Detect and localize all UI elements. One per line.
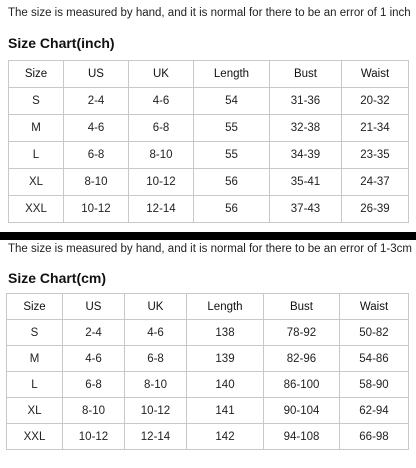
header-bust: Bust [270,61,342,88]
cm-size-table [6,293,409,450]
cell-waist: 66-98 [340,424,409,450]
cell-us: 4-6 [63,346,125,372]
cell-uk: 12-14 [125,424,187,450]
header-size: Size [9,61,64,88]
cell-uk: 10-12 [125,398,187,424]
cell-bust: 35-41 [270,169,342,196]
cell-length: 54 [194,88,270,115]
cell-length: 55 [194,115,270,142]
header-length: Length [187,294,264,320]
cell-length: 140 [187,372,264,398]
cell-bust: 31-36 [270,88,342,115]
cell-size: M [9,115,64,142]
cm-chart-title: Size Chart(cm) [8,270,107,286]
cell-waist: 62-94 [340,398,409,424]
cell-us: 10-12 [63,424,125,450]
cell-uk: 6-8 [129,115,194,142]
cell-waist: 20-32 [342,88,409,115]
cell-size: XXL [7,424,63,450]
table-header-row [9,61,409,88]
cell-size: M [7,346,63,372]
cell-waist: 24-37 [342,169,409,196]
cell-us: 2-4 [63,320,125,346]
table-row [7,372,409,398]
cell-waist: 26-39 [342,196,409,223]
cell-bust: 34-39 [270,142,342,169]
cell-uk: 10-12 [129,169,194,196]
cell-uk: 8-10 [129,142,194,169]
cell-size: XXL [9,196,64,223]
cell-length: 55 [194,142,270,169]
table-row [7,424,409,450]
header-length: Length [194,61,270,88]
cell-us: 8-10 [63,398,125,424]
table-header-row [7,294,409,320]
cell-length: 141 [187,398,264,424]
cell-bust: 94-108 [264,424,340,450]
inch-size-panel [0,0,416,232]
cell-bust: 86-100 [264,372,340,398]
cell-us: 6-8 [63,372,125,398]
inch-measurement-note: The size is measured by hand, and it is normal for there to be an error of 1 inch [8,7,411,19]
cell-length: 56 [194,196,270,223]
cell-us: 4-6 [64,115,129,142]
header-waist: Waist [342,61,409,88]
cell-waist: 50-82 [340,320,409,346]
cell-size: S [7,320,63,346]
cell-uk: 4-6 [129,88,194,115]
cell-bust: 37-43 [270,196,342,223]
cell-us: 10-12 [64,196,129,223]
cell-size: L [7,372,63,398]
header-us: US [63,294,125,320]
cell-waist: 58-90 [340,372,409,398]
cell-uk: 8-10 [125,372,187,398]
header-bust: Bust [264,294,340,320]
cell-uk: 12-14 [129,196,194,223]
table-row [7,398,409,424]
table-row [9,196,409,223]
table-row [7,320,409,346]
cell-bust: 82-96 [264,346,340,372]
table-row [9,169,409,196]
table-row [9,88,409,115]
cm-measurement-note: The size is measured by hand, and it is normal for there to be an error of 1-3cm [8,243,412,255]
table-row [9,142,409,169]
cell-us: 6-8 [64,142,129,169]
cell-waist: 21-34 [342,115,409,142]
cell-length: 56 [194,169,270,196]
cell-us: 2-4 [64,88,129,115]
cell-waist: 23-35 [342,142,409,169]
header-uk: UK [129,61,194,88]
inch-chart-title: Size Chart(inch) [8,35,115,51]
table-row [7,346,409,372]
cell-bust: 32-38 [270,115,342,142]
cell-size: XL [7,398,63,424]
header-us: US [64,61,129,88]
header-uk: UK [125,294,187,320]
cell-bust: 78-92 [264,320,340,346]
cell-size: S [9,88,64,115]
cell-waist: 54-86 [340,346,409,372]
cell-length: 138 [187,320,264,346]
cell-us: 8-10 [64,169,129,196]
cell-size: L [9,142,64,169]
cell-uk: 6-8 [125,346,187,372]
inch-size-table [8,60,409,223]
cell-bust: 90-104 [264,398,340,424]
cell-length: 139 [187,346,264,372]
header-size: Size [7,294,63,320]
table-row [9,115,409,142]
cell-length: 142 [187,424,264,450]
cm-size-panel [0,240,416,468]
cell-uk: 4-6 [125,320,187,346]
cell-size: XL [9,169,64,196]
header-waist: Waist [340,294,409,320]
